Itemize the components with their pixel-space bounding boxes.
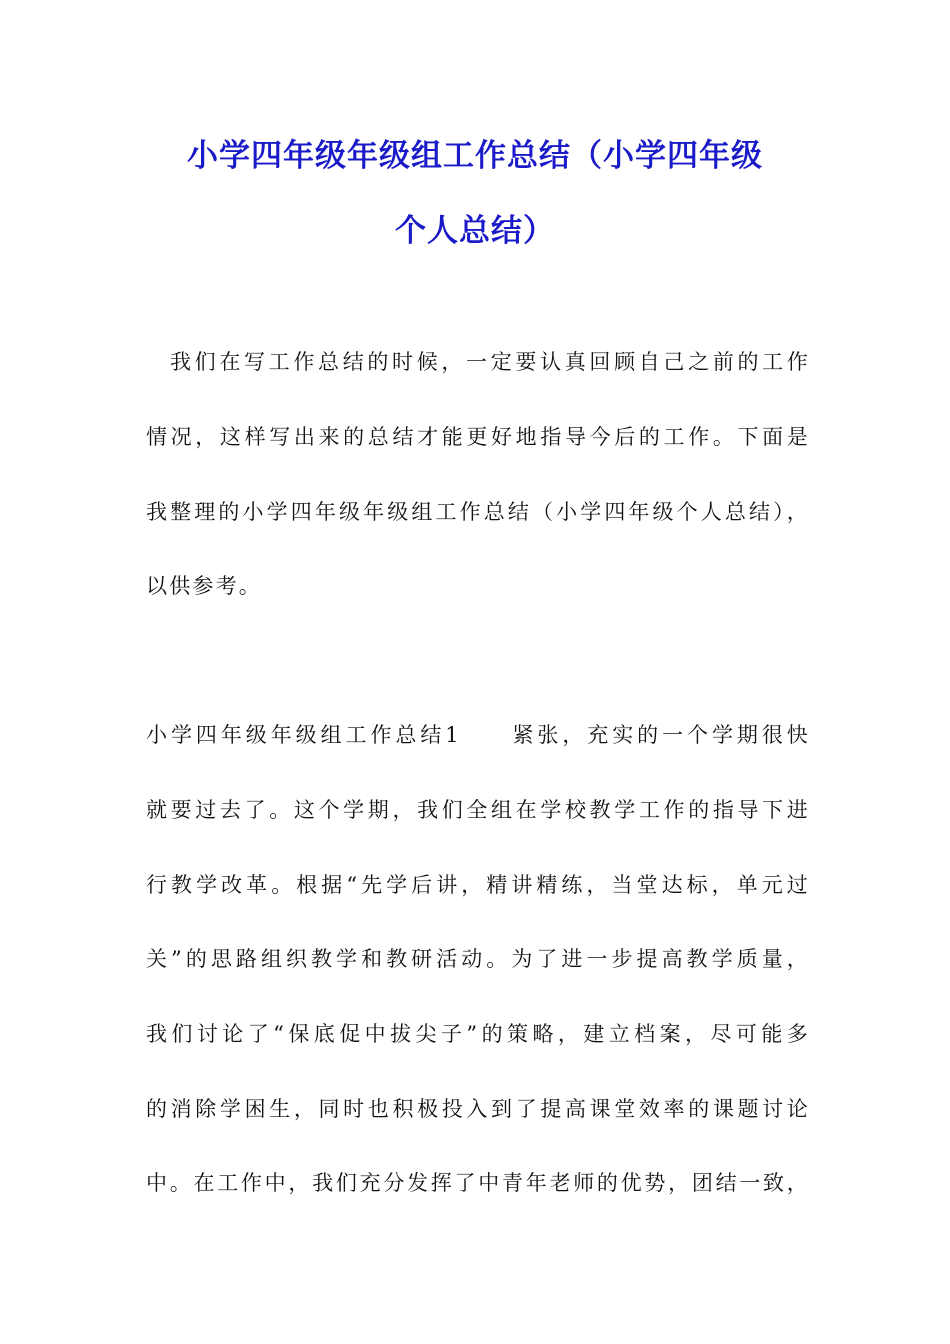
section-line-4: 关”的思路组织教学和教研活动。为了进一步提高教学质量， (146, 947, 810, 971)
intro-line-4: 以供参考。 (146, 574, 262, 598)
section-line-5: 我们讨论了“保底促中拔尖子”的策略，建立档案，尽可能多 (146, 1022, 810, 1046)
section-line-1: 小学四年级年级组工作总结1 紧张，充实的一个学期很快 (146, 723, 810, 747)
intro-line-3: 我整理的小学四年级年级组工作总结（小学四年级个人总结）， (146, 500, 810, 524)
section-line-7: 中。在工作中，我们充分发挥了中青年老师的优势，团结一致， (146, 1171, 810, 1195)
intro-line-2: 情况，这样写出来的总结才能更好地指导今后的工作。下面是 (146, 425, 810, 449)
intro-line-1: 我们在写工作总结的时候，一定要认真回顾自己之前的工作 (170, 350, 810, 374)
document-title-line-1: 小学四年级年级组工作总结（小学四年级 (187, 138, 763, 174)
section-line-6: 的消除学困生，同时也积极投入到了提高课堂效率的课题讨论 (146, 1097, 810, 1121)
section-line-3: 行教学改革。根据“先学后讲，精讲精练，当堂达标，单元过 (146, 873, 810, 897)
section-line-2: 就要过去了。这个学期，我们全组在学校教学工作的指导下进 (146, 798, 810, 822)
document-title-line-2: 个人总结） (395, 213, 555, 249)
